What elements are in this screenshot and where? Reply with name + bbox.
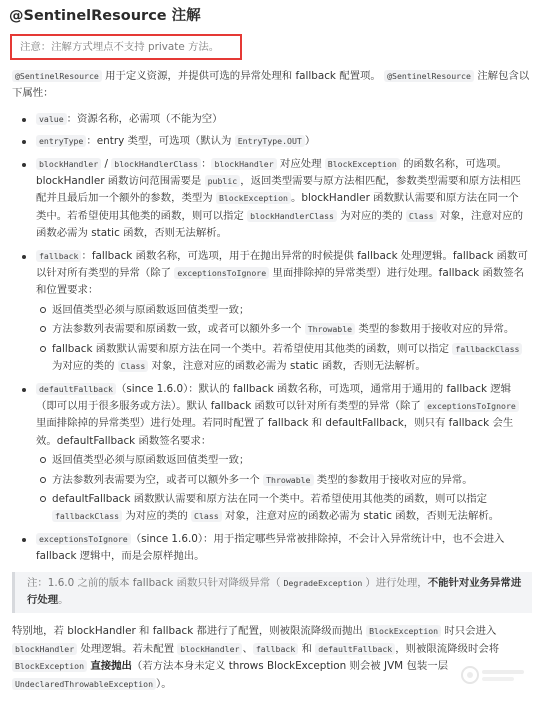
attribute-entrytype: entryType ：entry 类型，可选项（默认为 EntryType.OUT ） [36,133,532,150]
defaultfallback-requirements [36,452,528,526]
attribute-defaultfallback: defaultFallback （since 1.6.0）：默认的 fallback 函数名称，可选项，通常用于通用的 fallback 逻辑（即可以用于很多服务或方法）。默认 fallback 函数可以针对所有类型的异常（除了 exceptionsToIgnore 里面排除掉的异常类型）进行处理。若同时配置了 fallback 和 defaultFallback，则只有 fallback 会生效。defaultFallback 函数签名要求： 返回值类型必须与原函数返回值类型一致； 方法参数列表需要为空，或者可以额外多一个 Throwable 类型的参数用于接收对应的异常。 defaultFallback 函数默认需要和原方法在同一个类中。若希望使用其他类的函数，则可以指定 fallbackClass 为对应的类的 Class 对象，注意对应的函数必需为 static 函数，否则无法解析。 [36,381,532,526]
private-method-notice: 注意：注解方式埋点不支持 private 方法。 [10,34,242,60]
list-item: 方法参数列表需要为空，或者可以额外多一个 Throwable 类型的参数用于接收对应的异常。 [52,472,528,489]
special-case-paragraph: 特别地，若 blockHandler 和 fallback 都进行了配置，则被限流降级而抛出 BlockException 时只会进入 blockHandler 处理逻辑。若未配置 blockHandler 、 fallback 和 defaultFallback ，则被限流降级时会将 BlockException 直接抛出（若方法本身未定义 throws BlockException 则会被 JVM 包装一层 UndeclaredThrowableException ）。 [12,625,500,690]
inline-code: exceptionsToIgnore [174,267,269,279]
watermark-logo-icon [460,664,528,686]
inline-code: UndeclaredThrowableException [12,678,156,690]
list-item: 返回值类型必须与原函数返回值类型一致； [52,302,528,319]
inline-code: fallbackClass [452,343,522,355]
inline-code: entryType [36,135,86,147]
inline-code: fallback [36,250,81,262]
intro-paragraph: @SentinelResource 用于定义资源，并提供可选的异常处理和 fallback 配置项。 @SentinelResource 注解包含以下属性： [12,70,530,100]
inline-code: fallbackClass [52,510,122,522]
list-item: 返回值类型必须与原函数返回值类型一致； [52,452,528,469]
inline-code: blockHandler [12,643,77,655]
attribute-exceptionstoignore: exceptionsToIgnore （since 1.6.0）：用于指定哪些异常被排除掉，不会计入异常统计中，也不会进入 fallback 逻辑中，而是会原样抛出。 [36,531,532,566]
version-note: 注：1.6.0 之前的版本 fallback 函数只针对降级异常（ DegradeException ）进行处理，不能针对业务异常进行处理。 [12,572,532,614]
inline-code: defaultFallback [36,383,116,395]
inline-code: blockHandlerClass [111,158,201,170]
list-item: 方法参数列表需要和原函数一致，或者可以额外多一个 Throwable 类型的参数用于接收对应的异常。 [52,321,528,338]
attribute-list [8,111,532,566]
inline-code: DegradeException [280,577,365,589]
inline-code: defaultFallback [315,643,395,655]
page-title: @SentinelResource 注解 [9,8,201,24]
inline-code: blockHandler [211,158,276,170]
inline-code: fallback [253,643,298,655]
inline-code: Throwable [305,323,355,335]
inline-code: BlockException [366,625,441,637]
inline-code: Class [406,210,437,222]
fallback-requirements [36,302,528,376]
inline-code: EntryType.OUT [235,135,305,147]
inline-code: exceptionsToIgnore [36,533,131,545]
list-item: fallback 函数默认需要和原方法在同一个类中。若希望使用其他类的函数，则可以指定 fallbackClass 为对应的类的 Class 对象，注意对应的函数必需为 static 函数，否则无法解析。 [52,341,528,376]
inline-code: @SentinelResource [384,70,474,82]
inline-code: Class [191,510,222,522]
inline-code: blockHandler [177,643,242,655]
inline-code: blockHandlerClass [247,210,337,222]
attribute-fallback: fallback ：fallback 函数名称，可选项，用于在抛出异常的时候提供 fallback 处理逻辑。fallback 函数可以针对所有类型的异常（除了 exceptionsToIgnore 里面排除掉的异常类型）进行处理。fallback 函数签名和位置要求： 返回值类型必须与原函数返回值类型一致； 方法参数列表需要和原函数一致，或者可以额外多一个 Throwable 类型的参数用于接收对应的异常。 fallback 函数默认需要和原方法在同一个类中。若希望使用其他类的函数，则可以指定 fallbackClass 为对应的类的 Class 对象，注意对应的函数必需为 static 函数，否则无法解析。 [36,248,532,376]
inline-code: public [205,175,241,187]
inline-code: BlockException [325,158,400,170]
inline-code: value [36,113,67,125]
attribute-value: value ：资源名称，必需项（不能为空） [36,111,532,128]
inline-code: exceptionsToIgnore [424,400,519,412]
inline-code: blockHandler [36,158,101,170]
list-item: defaultFallback 函数默认需要和原方法在同一个类中。若希望使用其他类的函数，则可以指定 fallbackClass 为对应的类的 Class 对象，注意对应的函数必需为 static 函数，否则无法解析。 [52,491,528,526]
inline-code: @SentinelResource [12,70,102,82]
inline-code: Throwable [263,474,313,486]
inline-code: BlockException [12,660,87,672]
attribute-blockhandler: blockHandler / blockHandlerClass ： blockHandler 对应处理 BlockException 的函数名称，可选项。blockHandler 函数访问范围需要是 public ，返回类型需要与原方法相匹配，参数类型需要和原方法相匹配并且最后加一个额外的参数，类型为 BlockException 。blockHandler 函数默认需要和原方法在同一个类中。若希望使用其他类的函数，则可以指定 blockHandlerClass 为对应的类的 Class 对象，注意对应的函数必需为 static 函数，否则无法解析。 [36,156,532,243]
inline-code: Class [118,360,149,372]
inline-code: BlockException [216,192,291,204]
